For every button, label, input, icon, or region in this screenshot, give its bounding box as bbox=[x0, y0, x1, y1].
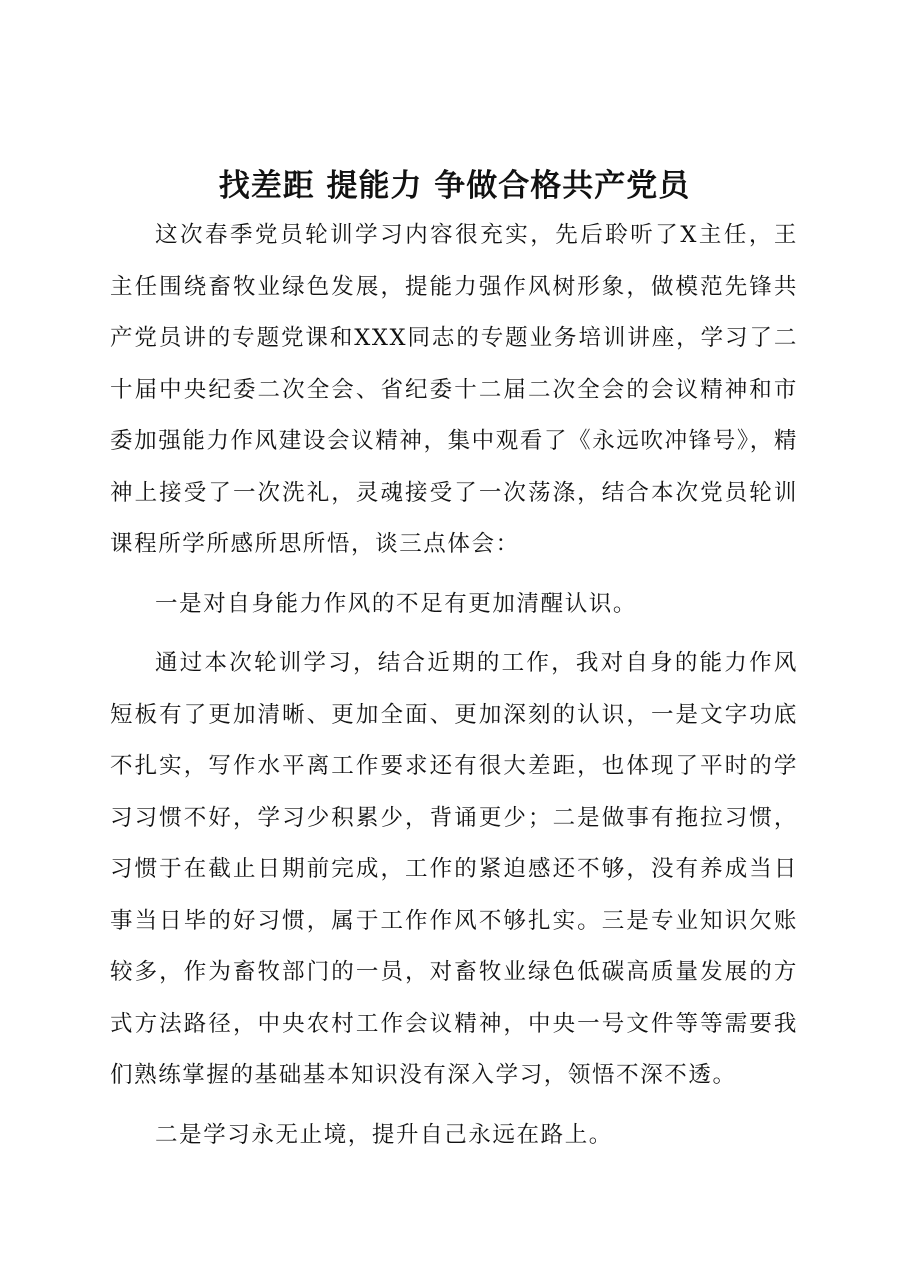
paragraph-heading-two: 二是学习永无止境，提升自己永远在路上。 bbox=[155, 1121, 613, 1148]
paragraph-heading-one: 一是对自身能力作风的不足有更加清醒认识。 bbox=[155, 590, 638, 617]
document-title: 找差距 提能力 争做合格共产党员 bbox=[218, 168, 691, 204]
paragraph-shortcomings: 通过本次轮训学习，结合近期的工作，我对自身的能力作风短板有了更加清晰、更加全面、更加深刻的认识，一是文字功底不扎实，写作水平离工作要求还有很大差距，也体现了平时的学习习惯不好，学习少积累少，背诵更少；二是做事有拖拉习惯，习惯于在截止日期前完成，工作的紧迫感还不够，没有养成当日事当日毕的好习惯，属于工作作风不够扎实。三是专业知识欠账较多，作为畜牧部门的一员，对畜牧业绿色低碳高质量发展的方式方法路径，中央农村工作会议精神，中央一号文件等等需要我们熟练掌握的基础基本知识没有深入学习，领悟不深不透。 bbox=[110, 650, 798, 1088]
paragraph-intro: 这次春季党员轮训学习内容很充实，先后聆听了X主任，王主任围绕畜牧业绿色发展，提能力强作风树形象，做模范先锋共产党员讲的专题党课和XXX同志的专题业务培训讲座，学习了二十届中央纪委二次全会、省纪委十二届二次全会的会议精神和市委加强能力作风建设会议精神，集中观看了《永远吹冲锋号》，精神上接受了一次洗礼，灵魂接受了一次荡涤，结合本次党员轮训课程所学所感所思所悟，谈三点体会： bbox=[110, 222, 798, 557]
document-body bbox=[110, 210, 798, 1161]
